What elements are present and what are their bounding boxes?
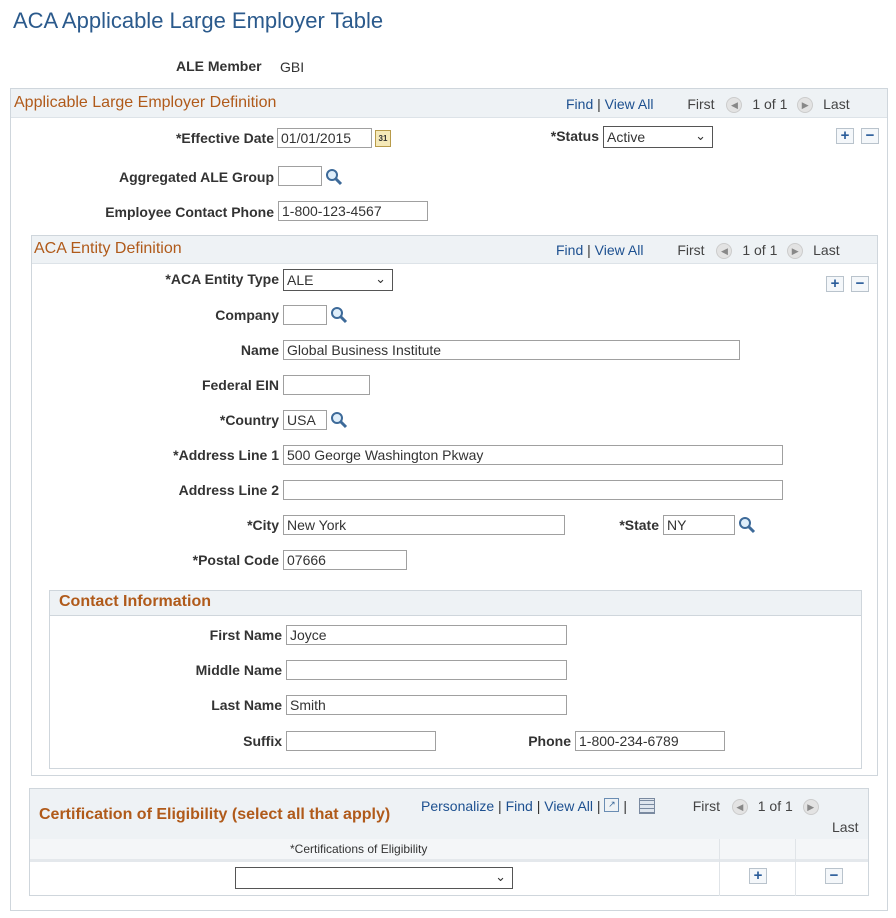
row-count: 1 of 1 <box>757 798 793 814</box>
certification-select[interactable] <box>235 867 513 889</box>
name-label: Name <box>240 342 279 358</box>
postal-input[interactable] <box>283 550 407 570</box>
state-label: *State <box>619 517 659 533</box>
name-input[interactable] <box>283 340 740 360</box>
view-all-link[interactable]: View All <box>604 96 654 112</box>
middle-name-input[interactable] <box>286 660 567 680</box>
employee-phone-input[interactable] <box>278 201 428 221</box>
search-icon[interactable] <box>325 168 343 186</box>
first-label: First <box>677 242 705 258</box>
delete-row-button[interactable]: − <box>861 128 879 144</box>
suffix-label: Suffix <box>243 733 282 749</box>
country-label: *Country <box>219 412 279 428</box>
entity-type-label: *ACA Entity Type <box>165 271 279 287</box>
search-icon[interactable] <box>738 516 756 534</box>
first-name-input[interactable] <box>286 625 567 645</box>
chevron-down-icon: ⌄ <box>375 271 386 286</box>
next-icon[interactable]: ▶ <box>803 799 819 815</box>
last-label: Last <box>823 96 850 112</box>
ale-member-label: ALE Member <box>176 58 262 74</box>
delete-certification-button[interactable]: − <box>825 868 843 884</box>
middle-name-label: Middle Name <box>195 662 282 678</box>
add-row-button[interactable]: + <box>836 128 854 144</box>
country-input[interactable] <box>283 410 327 430</box>
certification-title: Certification of Eligibility (select all that apply) <box>39 806 391 823</box>
status-select[interactable] <box>603 126 713 148</box>
address2-input[interactable] <box>283 480 783 500</box>
row-count: 1 of 1 <box>752 96 788 112</box>
address1-input[interactable] <box>283 445 783 465</box>
calendar-icon[interactable]: 31 <box>375 130 391 147</box>
find-link[interactable]: Find <box>556 242 584 258</box>
city-input[interactable] <box>283 515 565 535</box>
suffix-input[interactable] <box>286 731 436 751</box>
entity-nav: Find | View All First ◀ 1 of 1 ▶ Last <box>556 242 840 258</box>
chevron-down-icon: ⌄ <box>695 128 706 143</box>
view-all-link[interactable]: View All <box>544 798 594 814</box>
agg-group-input[interactable] <box>278 166 322 186</box>
state-input[interactable] <box>663 515 735 535</box>
entity-type-select[interactable] <box>283 269 393 291</box>
previous-icon[interactable]: ◀ <box>726 97 742 113</box>
last-name-input[interactable] <box>286 695 567 715</box>
agg-group-label: Aggregated ALE Group <box>118 169 274 185</box>
address2-label: Address Line 2 <box>178 482 279 498</box>
chevron-down-icon: ⌄ <box>495 869 506 884</box>
last-label: Last <box>813 242 840 258</box>
entity-title: ACA Entity Definition <box>34 240 182 257</box>
add-certification-button[interactable]: + <box>749 868 767 884</box>
company-input[interactable] <box>283 305 327 325</box>
new-window-icon[interactable]: ↗ <box>604 798 619 812</box>
certifications-column-header: *Certifications of Eligibility <box>290 842 428 856</box>
effective-date-label: *Effective Date <box>175 130 274 146</box>
address1-label: *Address Line 1 <box>173 447 279 463</box>
previous-icon[interactable]: ◀ <box>716 243 732 259</box>
last-label: Last <box>832 819 859 835</box>
view-all-link[interactable]: View All <box>594 242 644 258</box>
status-label: *Status <box>550 128 599 144</box>
find-link[interactable]: Find <box>505 798 533 814</box>
add-entity-button[interactable]: + <box>826 276 844 292</box>
first-label: First <box>687 96 715 112</box>
employee-phone-label: Employee Contact Phone <box>105 204 274 220</box>
ale-definition-title: Applicable Large Employer Definition <box>14 94 277 111</box>
certification-nav: Personalize | Find | View All | ↗ | First ◀ 1 of 1 ▶ <box>421 798 819 815</box>
effective-date-input[interactable] <box>277 128 372 148</box>
contact-title: Contact Information <box>59 593 211 610</box>
next-icon[interactable]: ▶ <box>797 97 813 113</box>
company-label: Company <box>215 307 279 323</box>
previous-icon[interactable]: ◀ <box>732 799 748 815</box>
row-count: 1 of 1 <box>742 242 778 258</box>
first-name-label: First Name <box>209 627 282 643</box>
city-label: *City <box>247 517 279 533</box>
search-icon[interactable] <box>330 411 348 429</box>
find-link[interactable]: Find <box>566 96 594 112</box>
ale-nav: Find | View All First ◀ 1 of 1 ▶ Last <box>566 96 850 112</box>
personalize-link[interactable]: Personalize <box>421 798 495 814</box>
last-name-label: Last Name <box>211 697 282 713</box>
ale-member-value: GBI <box>280 59 305 75</box>
first-label: First <box>692 798 720 814</box>
page-title: ACA Applicable Large Employer Table <box>13 8 384 33</box>
contact-phone-label: Phone <box>528 733 571 749</box>
next-icon[interactable]: ▶ <box>787 243 803 259</box>
postal-label: *Postal Code <box>192 552 279 568</box>
download-grid-icon[interactable] <box>639 798 655 814</box>
delete-entity-button[interactable]: − <box>851 276 869 292</box>
ein-label: Federal EIN <box>201 377 279 393</box>
search-icon[interactable] <box>330 306 348 324</box>
ein-input[interactable] <box>283 375 370 395</box>
entity-type-value: ALE <box>287 272 314 288</box>
status-value: Active <box>607 129 646 145</box>
contact-phone-input[interactable] <box>575 731 725 751</box>
